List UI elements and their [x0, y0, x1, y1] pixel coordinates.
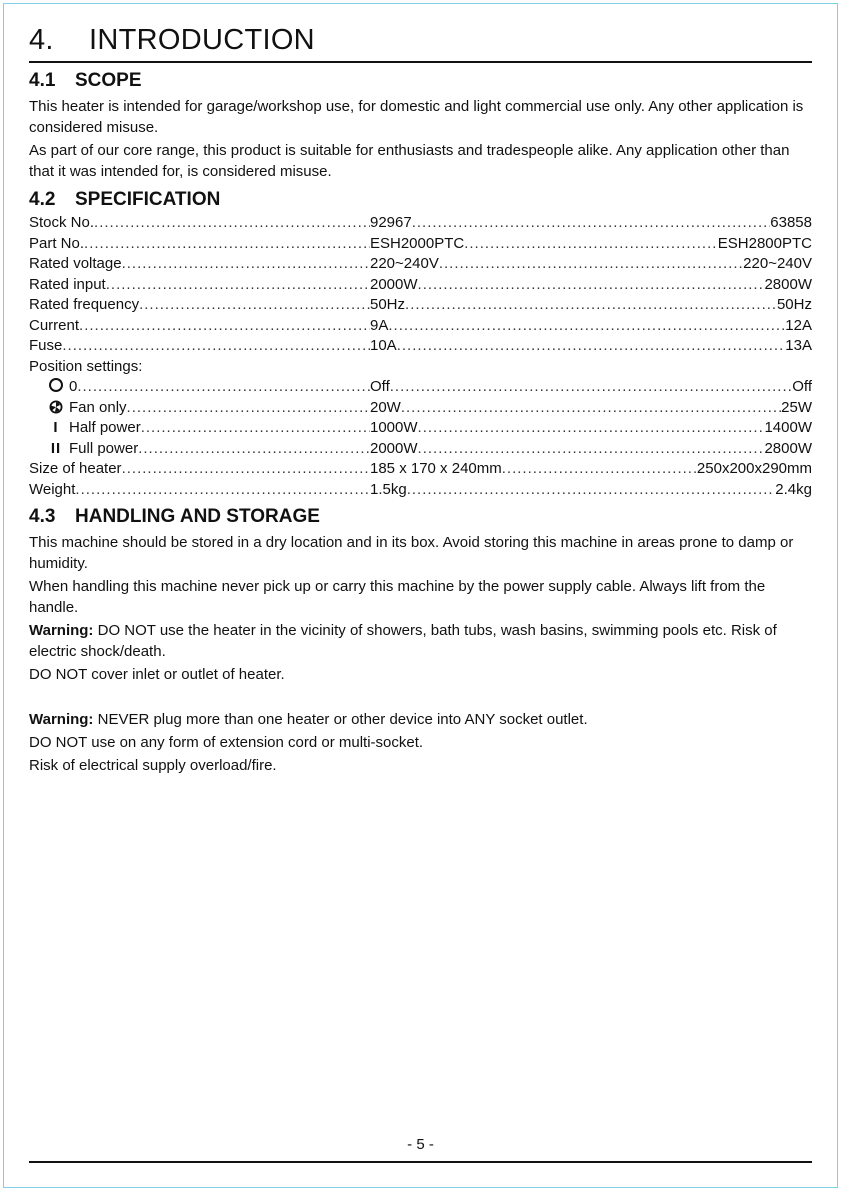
fan-icon — [49, 400, 63, 414]
spec-value-model-b: 250x200x290mm — [696, 460, 812, 477]
scope-paragraph: As part of our core range, this product is suitable for enthusiasts and tradespeople alike. Any application other than that it was intended for, is considered misuse. — [29, 142, 790, 180]
spec-value-model-a: 92967 — [370, 214, 412, 231]
spec-value-model-a: 220~240V — [370, 255, 439, 272]
spec-value-model-b: 50Hz — [776, 296, 812, 313]
position-row-half-power — [29, 418, 812, 439]
footer-rule — [29, 1161, 812, 1163]
position-row-full-power — [29, 439, 812, 460]
spec-row-stock-no — [29, 213, 812, 234]
spec-value-model-a: 50Hz — [370, 296, 406, 313]
warning-paragraph — [29, 709, 812, 730]
spec-label: Rated input — [29, 275, 106, 293]
position-settings-label: Position settings: — [29, 357, 143, 375]
warning-paragraph — [29, 620, 812, 662]
position-label: 0 — [69, 378, 78, 395]
spec-row-size-of-heater — [29, 459, 812, 480]
spec-label: Stock No. — [29, 214, 95, 231]
spec-label: Rated frequency — [29, 296, 140, 313]
double-bar-icon: II — [50, 439, 62, 457]
spec-value-model-a: 2000W — [370, 275, 418, 293]
spec-value-model-a: 10A — [370, 337, 397, 354]
spec-label: Size of heater — [29, 460, 122, 477]
spec-label: Current — [29, 316, 80, 334]
spec-value-model-a: 1.5kg — [370, 480, 407, 498]
specification-number: 4.2 — [29, 189, 56, 210]
handling-paragraph: Risk of electrical supply overload/fire. — [29, 757, 277, 774]
spec-value-model-a: Off — [370, 378, 390, 395]
spec-row-part-no — [29, 234, 812, 255]
spec-value-model-b: Off — [792, 378, 812, 395]
handling-number: 4.3 — [29, 506, 56, 527]
spec-value-model-b: 13A — [785, 337, 812, 354]
spec-label: Weight — [29, 480, 76, 498]
spec-row-current — [29, 316, 812, 337]
warning-text: DO NOT use the heater in the vicinity of showers, bath tubs, wash basins, swimming pools etc. Risk of electric shock/death. — [29, 622, 777, 660]
handling-paragraph: DO NOT cover inlet or outlet of heater. — [29, 666, 285, 683]
specification-title: SPECIFICATION — [75, 189, 221, 210]
spec-row-rated-voltage — [29, 254, 812, 275]
warning-label: Warning: — [29, 622, 94, 639]
spec-value-model-a: 2000W — [370, 439, 418, 457]
spec-value-model-b: 1400W — [764, 419, 812, 436]
page-title — [29, 22, 315, 58]
spec-value-model-a: ESH2000PTC — [370, 234, 465, 252]
spec-value-model-b: 63858 — [770, 214, 812, 231]
spec-value-model-b: 220~240V — [743, 255, 812, 272]
warning-label: Warning: — [29, 711, 94, 728]
handling-title: HANDLING AND STORAGE — [75, 506, 320, 527]
spec-value-model-b: 2800W — [764, 275, 812, 293]
spec-value-model-a: 185 x 170 x 240mm — [370, 460, 502, 477]
position-row-fan-only — [29, 398, 812, 419]
spec-row-weight — [29, 480, 812, 501]
scope-number: 4.1 — [29, 70, 56, 91]
specification-table — [29, 213, 812, 500]
header-rule — [29, 61, 812, 63]
specification-heading — [29, 187, 812, 213]
spec-row-rated-frequency — [29, 295, 812, 316]
page-number: - 5 - — [407, 1136, 434, 1153]
position-label: Half power — [69, 419, 141, 436]
spec-label: Part No. — [29, 234, 85, 252]
spec-row-fuse — [29, 336, 812, 357]
scope-heading — [29, 68, 812, 94]
section-title: INTRODUCTION — [89, 24, 315, 56]
handling-paragraph: When handling this machine never pick up or carry this machine by the power supply cable. Always lift from the handle. — [29, 578, 766, 616]
spec-value-model-b: 2.4kg — [775, 480, 812, 498]
page-content — [29, 68, 812, 776]
spec-value-model-b: 25W — [781, 398, 812, 416]
warning-text: NEVER plug more than one heater or other device into ANY socket outlet. — [93, 711, 588, 728]
section-number: 4. — [29, 24, 54, 56]
spec-value-model-b: 2800W — [764, 439, 812, 457]
spec-label: Rated voltage — [29, 255, 122, 272]
single-bar-icon: I — [53, 419, 59, 436]
position-label: Full power — [69, 439, 139, 457]
spec-row-rated-input — [29, 275, 812, 296]
spec-value-model-b: 12A — [785, 316, 812, 334]
circle-icon — [49, 378, 63, 392]
spec-value-model-a: 1000W — [370, 419, 418, 436]
handling-paragraph: This machine should be stored in a dry location and in its box. Avoid storing this machine in areas prone to damp or humidity. — [29, 534, 794, 572]
spec-label: Fuse — [29, 337, 63, 354]
position-label: Fan only — [69, 398, 127, 416]
position-settings-heading — [29, 357, 812, 378]
spec-value-model-b: ESH2800PTC — [717, 234, 812, 252]
handling-heading — [29, 504, 812, 530]
handling-paragraph: DO NOT use on any form of extension cord or multi-socket. — [29, 734, 424, 751]
spec-value-model-a: 20W — [370, 398, 401, 416]
position-row-off — [29, 377, 812, 398]
scope-title: SCOPE — [75, 70, 142, 91]
scope-paragraph: This heater is intended for garage/workshop use, for domestic and light commercial use only. Any other application is considered misuse. — [29, 98, 804, 136]
spec-value-model-a: 9A — [370, 316, 389, 334]
